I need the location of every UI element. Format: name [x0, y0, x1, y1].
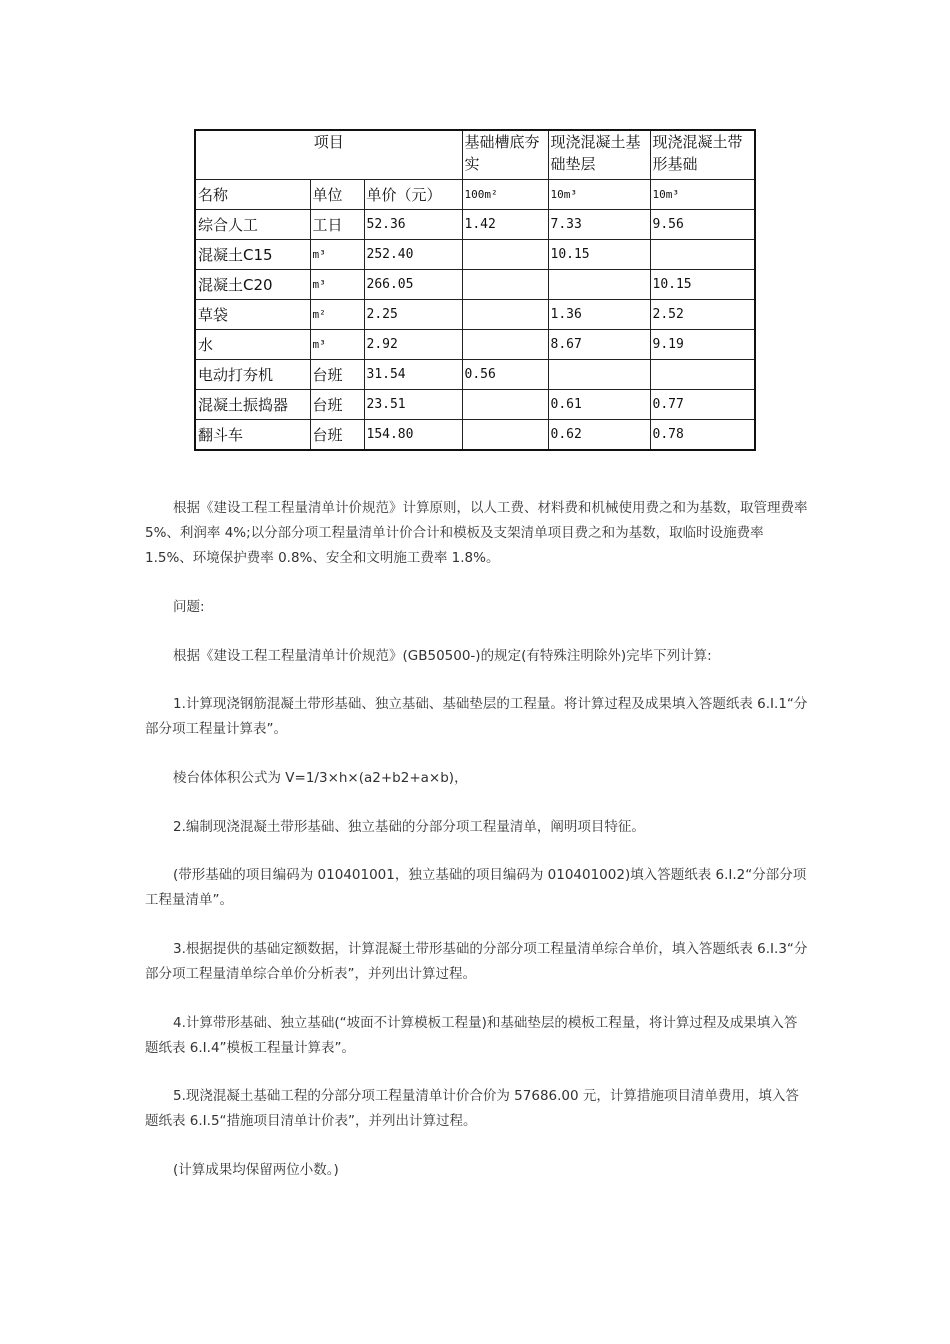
header-col3: 现浇混凝土带形基础	[650, 130, 755, 180]
header-col2: 现浇混凝土基础垫层	[548, 130, 650, 180]
row-col1-value	[462, 330, 548, 360]
subheader-unit1: 100m²	[462, 180, 548, 210]
row-name: 综合人工	[195, 210, 310, 240]
question-4	[145, 1011, 810, 1061]
row-col2-value: 1.36	[548, 300, 650, 330]
row-col3-value: 0.77	[650, 390, 755, 420]
row-col1-value	[462, 240, 548, 270]
row-col2-value: 0.61	[548, 390, 650, 420]
table-row	[195, 420, 755, 451]
row-col3-value: 2.52	[650, 300, 755, 330]
row-col2-value: 7.33	[548, 210, 650, 240]
question-1	[145, 692, 810, 742]
row-unit: m³	[310, 240, 364, 270]
table-row	[195, 270, 755, 300]
question-2	[145, 815, 810, 840]
quota-table-wrapper	[194, 129, 756, 451]
table-header-row	[195, 130, 755, 180]
row-unit: m²	[310, 300, 364, 330]
paragraph: 根据《建设工程工程量清单计价规范》计算原则，以人工费、材料费和机械使用费之和为基数，取管理费率 5%、利润率 4%;以分部分项工程量清单计价合计和模板及支架清单项目费之和为基数，取临时设施费率 1.5%、环境保护费率 0.8%、安全和文明施工费率 1.8%。	[145, 500, 808, 566]
row-price: 2.25	[364, 300, 462, 330]
question-5	[145, 1084, 810, 1134]
row-price: 266.05	[364, 270, 462, 300]
row-name: 水	[195, 330, 310, 360]
row-col1-value	[462, 420, 548, 451]
header-project: 项目	[195, 130, 462, 180]
paragraph: 3.根据提供的基础定额数据，计算混凝土带形基础的分部分项工程量清单综合单价，填入答题纸表 6.Ⅰ.3“分部分项工程量清单综合单价分析表”，并列出计算过程。	[145, 941, 808, 982]
row-price: 2.92	[364, 330, 462, 360]
row-price: 23.51	[364, 390, 462, 420]
row-col1-value	[462, 270, 548, 300]
row-price: 52.36	[364, 210, 462, 240]
row-unit: 台班	[310, 390, 364, 420]
row-col3-value: 9.19	[650, 330, 755, 360]
row-col2-value	[548, 360, 650, 390]
row-unit: 工日	[310, 210, 364, 240]
subheader-unit2: 10m³	[548, 180, 650, 210]
table-row	[195, 330, 755, 360]
row-unit: 台班	[310, 420, 364, 451]
subheader-unit3: 10m³	[650, 180, 755, 210]
row-col2-value: 0.62	[548, 420, 650, 451]
paragraph: 4.计算带形基础、独立基础(“坡面不计算模板工程量)和基础垫层的模板工程量，将计算过程及成果填入答题纸表 6.Ⅰ.4”模板工程量计算表”。	[145, 1015, 798, 1056]
row-price: 252.40	[364, 240, 462, 270]
table-row	[195, 390, 755, 420]
row-col3-value: 9.56	[650, 210, 755, 240]
row-unit: m³	[310, 330, 364, 360]
intro-paragraph	[145, 496, 810, 571]
question-3	[145, 937, 810, 987]
row-col2-value: 10.15	[548, 240, 650, 270]
note-line	[145, 1158, 810, 1183]
row-name: 电动打夯机	[195, 360, 310, 390]
row-unit: 台班	[310, 360, 364, 390]
row-col1-value	[462, 300, 548, 330]
header-col1: 基础槽底夯实	[462, 130, 548, 180]
paragraph: 棱台体体积公式为 V=1/3×h×(a2+b2+a×b)，	[173, 770, 468, 786]
table-row	[195, 360, 755, 390]
paragraph: 问题:	[173, 599, 205, 615]
paragraph: 根据《建设工程工程量清单计价规范》(GB50500-)的规定(有特殊注明除外)完毕下列计算:	[173, 648, 712, 664]
row-price: 154.80	[364, 420, 462, 451]
paragraph: (计算成果均保留两位小数。)	[173, 1162, 339, 1178]
row-name: 混凝土C15	[195, 240, 310, 270]
row-col3-value: 10.15	[650, 270, 755, 300]
paragraph: 1.计算现浇钢筋混凝土带形基础、独立基础、基础垫层的工程量。将计算过程及成果填入答题纸表 6.Ⅰ.1“分部分项工程量计算表”。	[145, 696, 808, 737]
subheader-unit: 单位	[310, 180, 364, 210]
row-col1-value: 0.56	[462, 360, 548, 390]
subheader-name: 名称	[195, 180, 310, 210]
paragraph: 2.编制现浇混凝土带形基础、独立基础的分部分项工程量清单，阐明项目特征。	[173, 819, 645, 835]
quota-table	[194, 129, 756, 451]
row-col3-value: 0.78	[650, 420, 755, 451]
paragraph: 5.现浇混凝土基础工程的分部分项工程量清单计价合价为 57686.00 元，计算措施项目清单费用，填入答题纸表 6.Ⅰ.5“措施项目清单计价表”，并列出计算过程。	[145, 1088, 799, 1129]
row-name: 混凝土C20	[195, 270, 310, 300]
row-name: 混凝土振捣器	[195, 390, 310, 420]
row-col3-value	[650, 240, 755, 270]
table-row	[195, 210, 755, 240]
table-row	[195, 300, 755, 330]
row-col1-value: 1.42	[462, 210, 548, 240]
row-col2-value	[548, 270, 650, 300]
row-col1-value	[462, 390, 548, 420]
row-col2-value: 8.67	[548, 330, 650, 360]
row-price: 31.54	[364, 360, 462, 390]
row-name: 翻斗车	[195, 420, 310, 451]
question-2-note	[145, 863, 810, 913]
question-label	[145, 595, 810, 620]
table-body	[195, 210, 755, 451]
row-unit: m³	[310, 270, 364, 300]
paragraph: (带形基础的项目编码为 010401001，独立基础的项目编码为 010401002)填入答题纸表 6.Ⅰ.2“分部分项工程量清单”。	[145, 867, 807, 908]
subheader-price: 单价（元）	[364, 180, 462, 210]
question-intro	[145, 644, 810, 669]
table-row	[195, 240, 755, 270]
table-subheader-row	[195, 180, 755, 210]
row-col3-value	[650, 360, 755, 390]
row-name: 草袋	[195, 300, 310, 330]
formula-line	[145, 766, 810, 791]
